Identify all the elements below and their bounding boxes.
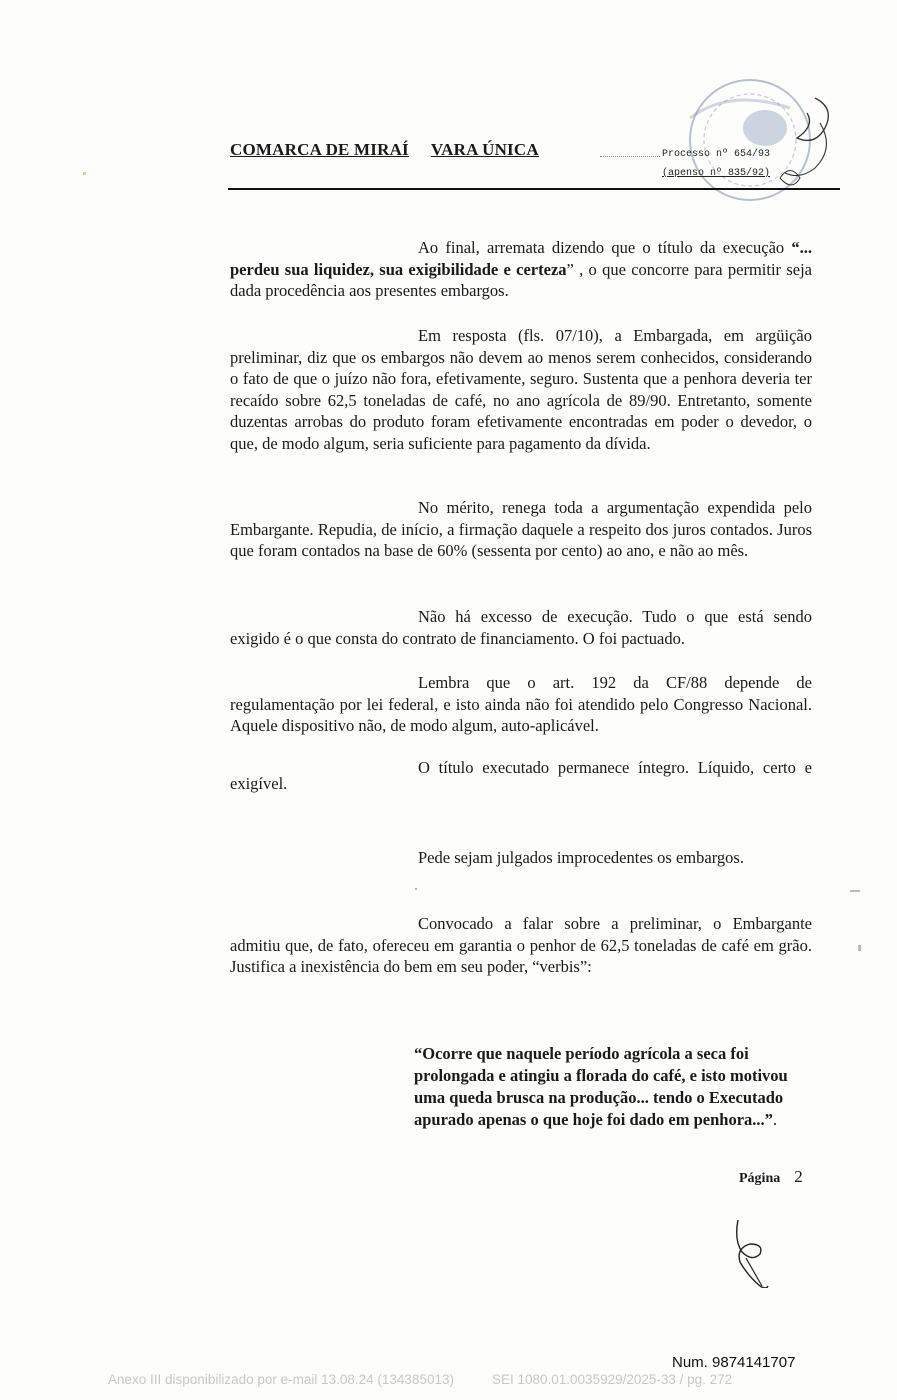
- paragraph-4-text: Não há excesso de execução. Tudo o que está sendo exigido é o que consta do contrato de financiamento. O foi pactuado.: [230, 607, 812, 648]
- block-quote-tail: .: [772, 1110, 778, 1129]
- page-label: Página: [739, 1171, 781, 1186]
- paragraph-1-bold-quote: “... perdeu sua liquidez, sua exigibilidade e certeza: [230, 238, 812, 279]
- header-divider: [228, 188, 840, 190]
- footer-annex: Anexo III disponibilizado por e-mail 13.08.24 (134385013): [108, 1372, 454, 1387]
- process-number: Processo nº 654/93: [662, 149, 771, 160]
- paragraph-1-text-a: Ao final, arremata dizendo que o título da execução: [418, 238, 792, 257]
- paragraph-8-text: Convocado a falar sobre a preliminar, o Embargante admitiu que, de fato, ofereceu em garantia o penhor de 62,5 toneladas de café em grão. Justifica a inexistência do bem em seu poder, “verbis”:: [230, 914, 812, 976]
- court-header: [230, 140, 539, 160]
- page-number: [739, 1167, 803, 1187]
- paragraph-1: [230, 237, 812, 302]
- scan-speck: [850, 890, 860, 892]
- court-name: COMARCA DE MIRAÍ: [230, 140, 409, 159]
- paragraph-5: [230, 672, 812, 737]
- court-division: VARA ÚNICA: [430, 140, 539, 159]
- paragraph-3: [230, 497, 812, 562]
- footer-sei: SEI 1080.01.0035929/2025-33 / pg. 272: [491, 1372, 733, 1387]
- scan-speck: [83, 172, 86, 175]
- paragraph-6-text: O título executado permanece íntegro. Líquido, certo e exigível.: [230, 758, 812, 793]
- paragraph-6: [230, 760, 812, 792]
- document-number: Num. 9874141707: [672, 1354, 796, 1371]
- footer-watermark: [108, 1372, 732, 1387]
- header-dotted-leader: [600, 156, 660, 157]
- block-quote: [414, 1043, 814, 1131]
- paragraph-7-text: Pede sejam julgados improcedentes os embargos.: [418, 848, 744, 867]
- handwritten-initials: [720, 1218, 780, 1288]
- scan-speck: [858, 945, 861, 951]
- paragraph-5-text: Lembra que o art. 192 da CF/88 depende de regulamentação por lei federal, e isto ainda não foi atendido pelo Congresso Nacional. Aquele dispositivo não, de modo algum, auto-aplicável.: [230, 673, 812, 735]
- page-number-value: 2: [794, 1167, 803, 1186]
- paragraph-8: [230, 913, 812, 978]
- apenso-number: (apenso nº 835/92): [662, 168, 771, 179]
- process-number-box: [662, 145, 770, 183]
- paragraph-1-text-b: ” , o que concorre para permitir seja dada procedência aos presentes embargos.: [230, 259, 812, 300]
- paragraph-2: [230, 325, 812, 454]
- paragraph-2-text: Em resposta (fls. 07/10), a Embargada, em argüição preliminar, diz que os embargos não devem ao menos serem conhecidos, considerando o fato de que o juízo não fora, efetivamente, seguro. Sustenta que a penhora deveria ter recaído sobre 62,5 toneladas de café, no ano agrícola de 89/90. Entretanto, somente duzentas arrobas do produto foram efetivamente encontradas em poder o devedor, o que, de modo algum, seria suficiente para pagamento da dívida.: [230, 326, 812, 453]
- scan-speck: [415, 888, 417, 890]
- paragraph-3-text: No mérito, renega toda a argumentação expendida pelo Embargante. Repudia, de início, a firmação daquele a respeito dos juros contados. Juros que foram contados na base de 60% (sessenta por cento) ao ano, e não ao mês.: [230, 498, 812, 560]
- paragraph-7: [230, 847, 812, 869]
- paragraph-4: [230, 606, 812, 649]
- block-quote-text: “Ocorre que naquele período agrícola a seca foi prolongada e atingiu a florada do café, e isto motivou uma queda brusca na produção... tendo o Executado apurado apenas o que hoje foi dado em penhora...”: [414, 1044, 788, 1129]
